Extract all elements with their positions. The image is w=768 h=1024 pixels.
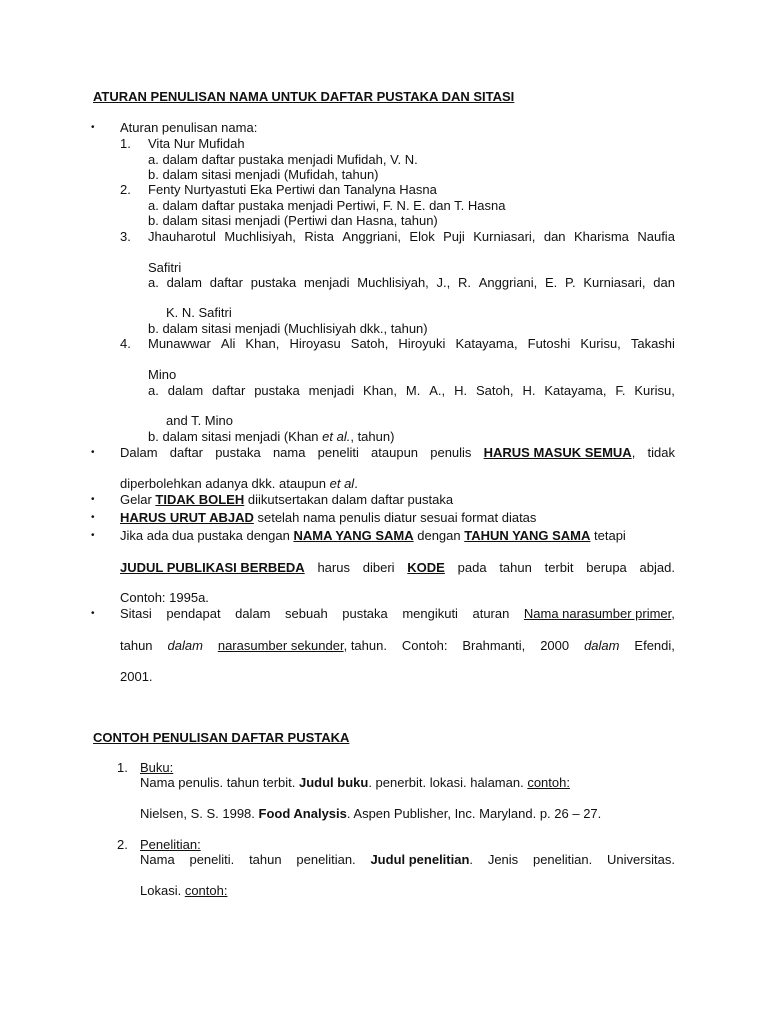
emphasis: TAHUN YANG SAMA [464,528,591,543]
underlined-text: Nama narasumber primer [523,606,672,621]
word: Elok [409,229,435,244]
text: Jika ada dua pustaka dengan [120,528,294,543]
text-italic: et al. [322,429,351,444]
word: Hiroyasu [289,336,341,351]
text-bold: Food Analysis [258,806,347,821]
list-number: 4. [120,336,131,351]
word: dan [653,275,675,290]
word: diberi [362,560,395,575]
word: Jhauharotul [148,229,216,244]
word: J., [436,275,451,290]
word: , tahun. [343,638,387,653]
name-example: Vita Nur Mufidah [148,136,245,151]
word: , [631,445,636,460]
word: dalam [167,383,204,398]
word: Kurisu, [580,336,621,351]
word: Ali [220,336,236,351]
bullet-marker: • [91,512,95,523]
word: Puji [443,229,465,244]
word: P. [565,275,576,290]
word: Dalam [120,445,158,460]
word: Naufia [637,229,675,244]
word: . [469,852,474,867]
name-example-cont: Mino [148,367,177,382]
word: dalam [166,275,202,290]
word: tahun [120,638,153,653]
word: H. [454,383,468,398]
name-example [148,229,675,245]
rule-text [120,445,675,461]
word: menjadi [308,383,355,398]
section-title: CONTOH PENULISAN DAFTAR PUSTAKA [93,730,350,745]
emphasis: HARUS MASUK SEMUA [483,445,632,460]
word: Jenis [487,852,519,867]
emphasis: HARUS URUT ABJAD [120,510,254,525]
word: Kurisu, [634,383,675,398]
word: penelitian. [296,852,356,867]
word: F. [615,383,626,398]
list-number: 2. [120,182,131,197]
example-heading: Buku: [140,760,174,775]
underlined-text: contoh: [184,883,228,898]
sub-item [148,275,675,291]
word: Futoshi [527,336,571,351]
sub-item-cont: K. N. Safitri [166,305,232,320]
rule-text [120,492,453,508]
word: mengikuti [402,606,458,621]
emphasis: JUDUL PUBLIKASI BERBEDA [120,560,305,575]
rule-text-cont [120,476,358,492]
bullet-marker: • [91,122,95,133]
sub-item: b. dalam sitasi menjadi (Pertiwi dan Hasna, tahun) [148,213,438,228]
bullet-marker: • [91,447,95,458]
word: E. [545,275,558,290]
word: pada [457,560,487,575]
word: Nama [140,852,175,867]
emphasis: TIDAK BOLEH [155,492,245,507]
word: Efendi, [634,638,675,653]
text: . [354,476,358,491]
text-italic: dalam [167,638,203,653]
word: daftar [212,383,246,398]
word: pustaka [215,445,261,460]
word: abjad. [639,560,675,575]
word: nama [272,445,306,460]
name-example [148,336,675,352]
text: dengan [413,528,465,543]
rule-text-cont: 2001. [120,669,153,684]
rule-text [120,528,626,544]
example-line [140,806,601,822]
text: tetapi [590,528,626,543]
word: Muchlisiyah, [357,275,429,290]
text-bold: Judul buku [298,775,369,790]
word: daftar [169,445,204,460]
word: a. [148,275,159,290]
name-example-cont: Safitri [148,260,182,275]
sub-item [148,383,675,399]
word: Khan, [245,336,280,351]
example-heading: Penelitian: [140,837,201,852]
word: a. [148,383,159,398]
list-number: 2. [117,837,128,852]
emphasis: NAMA YANG SAMA [293,528,414,543]
sub-item: a. dalam daftar pustaka menjadi Pertiwi, F. N. E. dan T. Hasna [148,198,506,213]
list-number: 3. [120,229,131,244]
word: Anggriani, [342,229,401,244]
word: Kharisma [573,229,629,244]
bullet-marker: • [91,530,95,541]
list-number: 1. [117,760,128,775]
text: , tahun) [350,429,395,444]
word: Hiroyuki [398,336,446,351]
word: Munawwar [148,336,211,351]
word: A., [429,383,446,398]
word: Kurniasari, [583,275,646,290]
word: pustaka [254,383,300,398]
rule-text [120,510,536,526]
word: penulis [430,445,472,460]
text: Lokasi. [140,883,185,898]
word: Khan, [363,383,398,398]
rules-intro: Aturan penulisan nama: [120,120,258,135]
sub-item: b. dalam sitasi menjadi (Mufidah, tahun) [148,167,379,182]
format-line-cont [140,883,227,899]
page-title: ATURAN PENULISAN NAMA UNTUK DAFTAR PUSTAKA DAN SITASI [93,89,515,104]
sub-item: b. dalam sitasi menjadi (Muchlisiyah dkk., tahun) [148,321,428,336]
word: pendapat [166,606,221,621]
sub-item: a. dalam daftar pustaka menjadi Mufidah, V. N. [148,152,418,167]
word: Satoh, [475,383,514,398]
word: , [671,606,675,621]
rule-text [120,606,675,622]
word: dalam [235,606,271,621]
sub-item-cont: and T. Mino [166,413,233,428]
word: peneliti. [189,852,235,867]
text-bold: Judul penelitian [370,852,470,867]
word: tahun [249,852,282,867]
underlined-text: contoh: [527,775,570,790]
text: b. dalam sitasi menjadi (Khan [148,429,323,444]
word: Universitas. [607,852,675,867]
list-number: 1. [120,136,131,151]
word: Contoh: [401,638,448,653]
text: Gelar [120,492,156,507]
word: Takashi [630,336,675,351]
underlined-text: narasumber sekunder [217,638,344,653]
text: diperbolehkan adanya dkk. ataupun [120,476,330,491]
word: Kurniasari, [473,229,536,244]
emphasis: KODE [407,560,445,575]
word: Katayama, [544,383,607,398]
name-example: Fenty Nurtyastuti Eka Pertiwi dan Tanalyna Hasna [148,182,437,197]
word: tidak [647,445,675,460]
text-italic: et al [329,476,355,491]
text: Nama penulis. tahun terbit. [140,775,299,790]
text: . penerbit. lokasi. halaman. [368,775,528,790]
word: Sitasi [120,606,152,621]
rule-text-cont [120,560,675,576]
word: tahun [499,560,532,575]
text: Nielsen, S. S. 1998. [140,806,259,821]
word: 2000 [540,638,570,653]
rule-text-cont: Contoh: 1995a. [120,590,209,605]
word: daftar [209,275,243,290]
sub-item [148,429,394,445]
word: peneliti [317,445,359,460]
word: M. [405,383,421,398]
word: Muchlisiyah, [224,229,296,244]
word: penelitian. [532,852,593,867]
word: menjadi [304,275,350,290]
word: terbit [544,560,574,575]
word: Anggriani, [478,275,538,290]
format-line [140,775,570,791]
word: ataupun [371,445,419,460]
word: harus [317,560,350,575]
text: diikutsertakan dalam daftar pustaka [244,492,454,507]
bullet-marker: • [91,494,95,505]
text: setelah nama penulis diatur sesuai format diatas [253,510,537,525]
word: H. [522,383,536,398]
word: Brahmanti, [462,638,526,653]
word: R. [458,275,471,290]
word: berupa [586,560,627,575]
word: Rista [304,229,334,244]
word: pustaka [342,606,388,621]
word: Satoh, [350,336,389,351]
rule-text-cont [120,638,675,654]
text-italic: dalam [584,638,620,653]
word: Katayama, [455,336,518,351]
word: dan [543,229,566,244]
word: pustaka [250,275,297,290]
text: . Aspen Publisher, Inc. Maryland. p. 26 – 27. [346,806,602,821]
bullet-marker: • [91,608,95,619]
word: aturan [472,606,510,621]
format-line [140,852,675,868]
word: sebuah [285,606,328,621]
